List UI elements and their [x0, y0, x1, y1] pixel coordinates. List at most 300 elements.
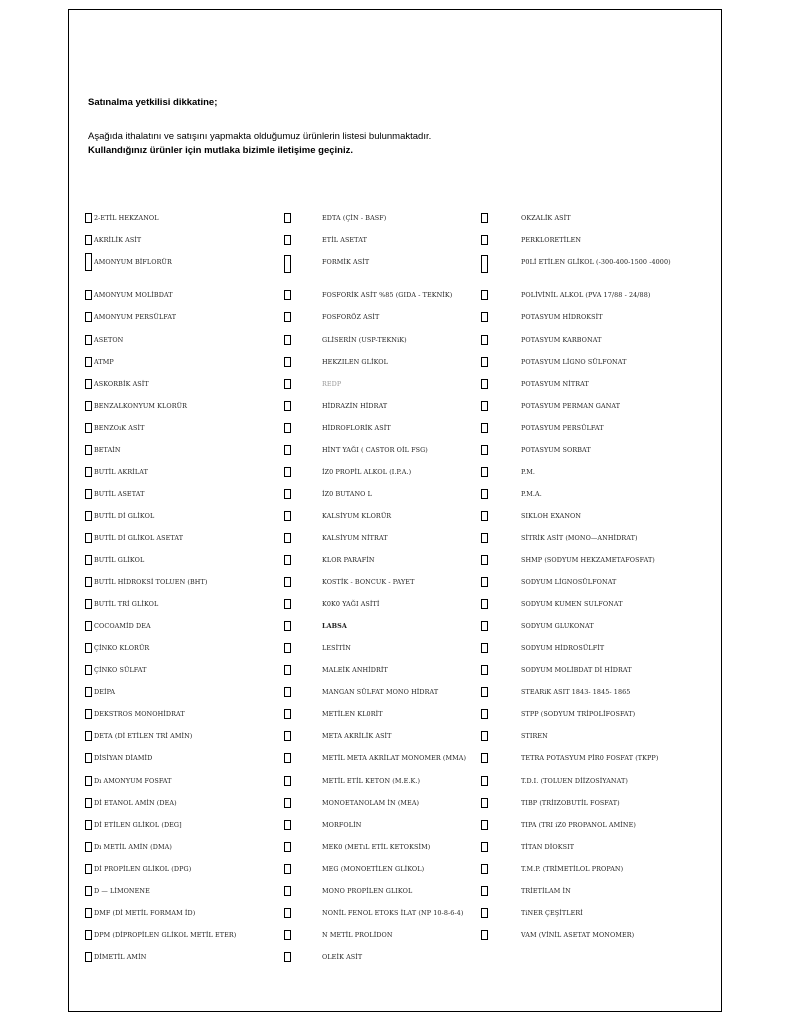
product-label: FOSFORİK ASİT %85 (GIDA - TEKNİK)	[322, 291, 453, 300]
product-label: P0Lİ ETİLEN GLİKOL (-300-400-1500 -4000)	[521, 258, 671, 267]
product-item	[481, 377, 681, 391]
product-label: P.M.A.	[521, 489, 542, 498]
product-checkbox[interactable]	[481, 335, 488, 345]
product-label: Dİ ETANOL AMİN (DEA)	[94, 798, 177, 807]
product-item	[284, 211, 484, 225]
product-checkbox[interactable]	[85, 423, 92, 433]
product-label: SODYUM LİGNOSÜLFONAT	[521, 578, 617, 587]
product-label: KALSİYUM NİTRAT	[322, 533, 388, 542]
product-checkbox[interactable]	[481, 731, 488, 741]
product-item	[481, 487, 681, 501]
product-checkbox[interactable]	[85, 379, 92, 389]
product-checkbox[interactable]	[481, 798, 488, 808]
product-item	[481, 884, 681, 898]
product-checkbox[interactable]	[284, 820, 291, 830]
product-checkbox[interactable]	[284, 731, 291, 741]
product-item	[85, 641, 149, 655]
product-checkbox[interactable]	[284, 952, 291, 962]
intro-emphasis: Kullandığınız ürünler için mutlaka bizimle iletişime geçiniz.	[88, 145, 353, 156]
product-checkbox[interactable]	[481, 930, 488, 940]
product-label: POTASYUM HİDROKSİT	[521, 313, 603, 322]
product-checkbox[interactable]	[284, 379, 291, 389]
product-item	[284, 377, 484, 391]
product-label: TiNER ÇEŞİTLERİ	[521, 908, 583, 917]
product-checkbox[interactable]	[481, 643, 488, 653]
product-item	[284, 465, 484, 479]
product-checkbox[interactable]	[85, 511, 92, 521]
product-checkbox[interactable]	[284, 577, 291, 587]
product-item	[481, 233, 681, 247]
product-item	[85, 707, 185, 721]
product-label: BUTİL Dİ GLİKOL ASETAT	[94, 533, 184, 542]
product-item	[284, 729, 484, 743]
product-label: POLİVİNİL ALKOL (PVA 17/88 - 24/88)	[521, 291, 651, 300]
product-label: ASKORBİK ASİT	[94, 379, 149, 388]
product-checkbox[interactable]	[85, 864, 92, 874]
product-label: HİDRAZİN HİDRAT	[322, 401, 388, 410]
product-checkbox[interactable]	[481, 709, 488, 719]
product-item	[284, 553, 484, 567]
product-checkbox[interactable]	[481, 235, 488, 245]
product-checkbox[interactable]	[481, 511, 488, 521]
product-checkbox[interactable]	[481, 489, 488, 499]
product-item	[481, 663, 681, 677]
product-checkbox[interactable]	[284, 930, 291, 940]
product-item	[284, 685, 484, 699]
product-label: P.M.	[521, 467, 536, 476]
product-checkbox[interactable]	[85, 731, 92, 741]
product-label: Dİ ETİLEN GLİKOL (DEG]	[94, 820, 182, 829]
product-checkbox[interactable]	[481, 401, 488, 411]
product-item	[85, 950, 146, 964]
product-label: MEK0 (METıL ETİL KETOKSİM)	[322, 842, 431, 851]
product-checkbox[interactable]	[481, 753, 488, 763]
product-item	[85, 862, 191, 876]
product-item	[481, 531, 681, 545]
product-checkbox[interactable]	[85, 665, 92, 675]
product-item	[481, 796, 681, 810]
product-label: STIREN	[521, 732, 548, 741]
product-item	[284, 619, 484, 633]
product-checkbox[interactable]	[284, 798, 291, 808]
product-checkbox[interactable]	[481, 379, 488, 389]
product-item	[284, 796, 484, 810]
product-label: TIPA (TRI iZ0 PROPANOL AMİNE)	[521, 820, 636, 829]
product-label: AMONYUM BİFLORÜR	[94, 258, 172, 267]
product-item	[284, 751, 484, 765]
product-checkbox[interactable]	[284, 753, 291, 763]
product-label: POTASYUM KARBONAT	[521, 335, 602, 344]
product-checkbox[interactable]	[85, 798, 92, 808]
product-item	[284, 399, 484, 413]
product-label: MONO PROPİLEN GLIKOL	[322, 886, 413, 895]
product-item	[481, 288, 681, 302]
product-label: SIKLOH EXANON	[521, 511, 582, 520]
product-label: DEKSTROS MONOHİDRAT	[94, 710, 185, 719]
product-checkbox[interactable]	[284, 842, 291, 852]
product-item	[481, 255, 681, 269]
product-checkbox[interactable]	[85, 401, 92, 411]
product-item	[85, 288, 173, 302]
product-label: OLEİK ASİT	[322, 952, 363, 961]
product-label: AMONYUM PERSÜLFAT	[94, 313, 177, 322]
product-checkbox[interactable]	[284, 235, 291, 245]
product-checkbox[interactable]	[481, 864, 488, 874]
product-checkbox[interactable]	[284, 335, 291, 345]
product-checkbox[interactable]	[85, 533, 92, 543]
product-item	[284, 906, 484, 920]
product-checkbox[interactable]	[284, 423, 291, 433]
product-item	[481, 707, 681, 721]
product-label: KALSİYUM KLORÜR	[322, 511, 392, 520]
product-checkbox[interactable]	[85, 489, 92, 499]
product-label: BENZALKONYUM KLORÜR	[94, 401, 188, 410]
product-label: MORFOLİN	[322, 820, 362, 829]
product-checkbox[interactable]	[481, 665, 488, 675]
product-checkbox[interactable]	[85, 820, 92, 830]
product-checkbox[interactable]	[481, 290, 488, 300]
product-label: POTASYUM PERSÜLFAT	[521, 423, 604, 432]
product-item	[284, 840, 484, 854]
product-item	[284, 818, 484, 832]
product-label: BUTİL HİDROKSİ TOLUEN (BHT)	[94, 578, 208, 587]
product-item	[481, 465, 681, 479]
product-checkbox[interactable]	[85, 335, 92, 345]
product-checkbox[interactable]	[85, 886, 92, 896]
product-checkbox[interactable]	[85, 643, 92, 653]
product-checkbox[interactable]	[284, 213, 291, 223]
product-checkbox[interactable]	[284, 643, 291, 653]
product-checkbox[interactable]	[284, 864, 291, 874]
product-item	[85, 597, 158, 611]
product-item	[284, 531, 484, 545]
product-label: BUTİL ASETAT	[94, 489, 145, 498]
product-checkbox[interactable]	[481, 255, 488, 273]
product-checkbox[interactable]	[481, 842, 488, 852]
product-label: POTASYUM PERMAN GANAT	[521, 401, 621, 410]
product-checkbox[interactable]	[85, 555, 92, 565]
product-checkbox[interactable]	[85, 930, 92, 940]
product-checkbox[interactable]	[481, 467, 488, 477]
product-item	[481, 443, 681, 457]
product-label: DMF (Dİ METİL FORMAM İD)	[94, 908, 196, 917]
product-item	[85, 818, 182, 832]
product-item	[481, 211, 681, 225]
product-item	[85, 211, 159, 225]
product-label: DETA (Dİ ETİLEN TRİ AMİN)	[94, 732, 193, 741]
product-item	[85, 840, 172, 854]
product-label: HEKZILEN GLİKOL	[322, 357, 388, 366]
product-item	[85, 509, 154, 523]
product-checkbox[interactable]	[481, 820, 488, 830]
product-checkbox[interactable]	[284, 511, 291, 521]
product-item	[85, 796, 177, 810]
product-label: 2-ETİL HEKZANOL	[94, 214, 159, 222]
product-label: GLİSERİN (USP-TEKNiK)	[322, 335, 407, 344]
product-checkbox[interactable]	[284, 776, 291, 786]
product-label: TETRA POTASYUM PİR0 FOSFAT (TKPP)	[521, 754, 659, 763]
product-label: HİDROFLORİK ASİT	[322, 423, 391, 432]
product-label: BETAİN	[94, 445, 121, 454]
product-item	[85, 399, 187, 413]
product-label: COCOAMİD DEA	[94, 622, 151, 631]
product-item	[284, 707, 484, 721]
product-label: Dİ PROPİLEN GLİKOL (DPG)	[94, 864, 192, 873]
product-checkbox[interactable]	[85, 842, 92, 852]
product-checkbox[interactable]	[85, 952, 92, 962]
product-item	[85, 421, 144, 435]
product-checkbox[interactable]	[481, 886, 488, 896]
product-item	[481, 310, 681, 324]
product-label: REDP	[322, 379, 342, 388]
product-label: ÇİNKO KLORÜR	[94, 644, 150, 653]
product-item	[481, 906, 681, 920]
product-checkbox[interactable]	[481, 445, 488, 455]
product-item	[85, 751, 152, 765]
product-label: SODYUM GLUKONAT	[521, 622, 594, 631]
product-item	[481, 729, 681, 743]
product-label: METİL META AKRİLAT MONOMER (MMA)	[322, 754, 467, 763]
product-item	[284, 310, 484, 324]
product-checkbox[interactable]	[85, 467, 92, 477]
product-checkbox[interactable]	[284, 401, 291, 411]
product-label: STEARiK ASIT 1843- 1845- 1865	[521, 688, 631, 697]
product-checkbox[interactable]	[85, 908, 92, 918]
product-label: HİNT YAĞI ( CASTOR OİL FSG)	[322, 445, 428, 454]
product-item	[85, 906, 195, 920]
product-item	[284, 421, 484, 435]
product-checkbox[interactable]	[481, 423, 488, 433]
product-label: İZ0 BUTANO L	[322, 489, 372, 498]
product-item	[284, 641, 484, 655]
product-checkbox[interactable]	[85, 357, 92, 367]
product-label: DİSİYAN DİAMİD	[94, 754, 153, 763]
product-label: ETİL ASETAT	[322, 236, 367, 245]
product-label: TIBP (TRİIZOBUTİL FOSFAT)	[521, 798, 620, 807]
product-item	[481, 553, 681, 567]
product-item	[85, 553, 144, 567]
product-label: SHMP (SODYUM HEKZAMETAFOSFAT)	[521, 556, 655, 564]
product-label: BUTİL Dİ GLİKOL	[94, 511, 155, 520]
product-checkbox[interactable]	[284, 665, 291, 675]
product-item	[85, 333, 123, 347]
product-item	[284, 884, 484, 898]
product-checkbox[interactable]	[85, 312, 92, 322]
product-item	[85, 465, 148, 479]
product-checkbox[interactable]	[85, 709, 92, 719]
product-checkbox[interactable]	[85, 621, 92, 631]
product-label: POTASYUM SORBAT	[521, 445, 591, 454]
product-label: T.D.I. (TOLUEN DİİZOSİYANAT)	[521, 776, 628, 785]
product-item	[481, 928, 681, 942]
product-item	[85, 255, 172, 269]
product-checkbox[interactable]	[85, 577, 92, 587]
product-label: PERKLORETİLEN	[521, 236, 582, 245]
product-item	[85, 355, 114, 369]
product-item	[481, 774, 681, 788]
product-label: SİTRİK ASİT (MONO—ANHİDRAT)	[521, 533, 638, 542]
product-checkbox[interactable]	[284, 533, 291, 543]
product-label: BUTİL GLİKOL	[94, 556, 145, 564]
product-item	[481, 509, 681, 523]
intro-text: Aşağıda ithalatını ve satışını yapmakta olduğumuz ürünlerin listesi bulunmaktadır.	[88, 131, 432, 142]
product-checkbox[interactable]	[85, 445, 92, 455]
product-label: POTASYUM NİTRAT	[521, 379, 589, 388]
product-checkbox[interactable]	[85, 776, 92, 786]
product-label: T.M.P. (TRİMETİLOL PROPAN)	[521, 864, 624, 873]
product-checkbox[interactable]	[284, 908, 291, 918]
product-checkbox[interactable]	[284, 357, 291, 367]
product-item	[85, 928, 236, 942]
product-item	[481, 641, 681, 655]
product-label: FORMİK ASİT	[322, 258, 370, 267]
product-item	[85, 310, 176, 324]
product-checkbox[interactable]	[481, 533, 488, 543]
product-checkbox[interactable]	[481, 357, 488, 367]
product-label: MONOETANOLAM İN (MEA)	[322, 798, 420, 807]
product-label: SODYUM HİDROSÜLFİT	[521, 644, 605, 653]
product-label: VAM (VİNİL ASETAT MONOMER)	[521, 930, 635, 939]
product-checkbox[interactable]	[481, 599, 488, 609]
product-label: ÇİNKO SÜLFAT	[94, 666, 147, 675]
product-item	[284, 487, 484, 501]
product-label: DPM (DİPROPİLEN GLİKOL METİL ETER)	[94, 930, 237, 939]
product-item	[481, 862, 681, 876]
product-item	[284, 233, 484, 247]
product-item	[85, 663, 147, 677]
product-item	[284, 774, 484, 788]
product-checkbox[interactable]	[284, 489, 291, 499]
product-item	[85, 619, 151, 633]
product-item	[481, 685, 681, 699]
product-item	[284, 355, 484, 369]
product-label: Dı METİL AMİN (DMA)	[94, 842, 172, 851]
product-item	[85, 377, 149, 391]
product-checkbox[interactable]	[284, 312, 291, 322]
product-label: İZ0 PROPİL ALKOL (I.P.A.)	[322, 467, 412, 476]
product-item	[85, 685, 115, 699]
product-checkbox[interactable]	[284, 599, 291, 609]
product-label: METİL ETİL KETON (M.E.K.)	[322, 776, 421, 785]
product-label: METİLEN KL0RİT	[322, 710, 383, 719]
product-item	[481, 751, 681, 765]
product-item	[85, 531, 183, 545]
product-label: Dı AMONYUM FOSFAT	[94, 776, 172, 785]
intro-title: Satınalma yetkilisi dikkatine;	[88, 97, 218, 108]
product-label: TİTAN DİOKSIT	[521, 842, 575, 851]
product-checkbox[interactable]	[481, 908, 488, 918]
product-label: BENZOıK ASİT	[94, 423, 145, 432]
product-label: SODYUM MOLİBDAT Dİ HİDRAT	[521, 666, 632, 675]
product-item	[284, 950, 484, 964]
product-item	[481, 421, 681, 435]
product-label: LESİTİN	[322, 644, 351, 653]
product-label: N METİL PROLİDON	[322, 930, 393, 939]
product-item	[284, 862, 484, 876]
product-checkbox[interactable]	[284, 290, 291, 300]
product-label: STPP (SODYUM TRİPOLİFOSFAT)	[521, 710, 636, 719]
product-label: MALEİK ANHİDRİT	[322, 666, 388, 675]
product-item	[85, 884, 150, 898]
product-label: NONİL FENOL ETOKS İLAT (NP 10-8-6-4)	[322, 908, 464, 917]
product-checkbox[interactable]	[481, 687, 488, 697]
product-checkbox[interactable]	[284, 555, 291, 565]
product-item	[481, 355, 681, 369]
product-checkbox[interactable]	[481, 776, 488, 786]
product-item	[85, 774, 172, 788]
product-item	[284, 255, 484, 269]
product-label: LABSA	[322, 622, 347, 631]
product-checkbox[interactable]	[85, 235, 92, 245]
product-label: DİMETİL AMİN	[94, 952, 147, 961]
product-item	[481, 597, 681, 611]
product-item	[284, 288, 484, 302]
product-label: BUTİL TRİ GLİKOL	[94, 600, 159, 609]
product-label: TRİETİLAM İN	[521, 886, 571, 895]
product-item	[481, 840, 681, 854]
product-item	[85, 729, 192, 743]
product-checkbox[interactable]	[284, 255, 291, 273]
product-checkbox[interactable]	[284, 621, 291, 631]
product-label: SODYUM KUMEN SULFONAT	[521, 600, 623, 609]
product-item	[284, 663, 484, 677]
product-checkbox[interactable]	[284, 467, 291, 477]
product-item	[85, 233, 141, 247]
product-label: POTASYUM LİGNO SÜLFONAT	[521, 357, 627, 366]
product-item	[481, 818, 681, 832]
product-label: AKRİLİK ASİT	[94, 236, 142, 245]
product-item	[284, 575, 484, 589]
product-checkbox[interactable]	[284, 687, 291, 697]
product-item	[85, 443, 121, 457]
product-checkbox[interactable]	[85, 599, 92, 609]
product-item	[85, 575, 207, 589]
product-checkbox[interactable]	[85, 253, 92, 271]
product-label: ATMP	[94, 357, 114, 366]
product-item	[85, 487, 144, 501]
product-label: KLOR PARAFİN	[322, 556, 375, 564]
product-item	[284, 597, 484, 611]
product-checkbox[interactable]	[85, 687, 92, 697]
product-checkbox[interactable]	[85, 753, 92, 763]
product-item	[481, 575, 681, 589]
product-checkbox[interactable]	[85, 213, 92, 223]
product-checkbox[interactable]	[284, 886, 291, 896]
product-item	[481, 333, 681, 347]
product-label: KOSTİK - BONCUK - PAYET	[322, 578, 415, 587]
product-label: FOSFORÖZ ASİT	[322, 313, 380, 322]
product-checkbox[interactable]	[481, 555, 488, 565]
product-label: ASETON	[94, 335, 124, 344]
product-checkbox[interactable]	[85, 290, 92, 300]
product-checkbox[interactable]	[481, 312, 488, 322]
product-checkbox[interactable]	[481, 577, 488, 587]
product-item	[284, 443, 484, 457]
product-label: OKZALİK ASİT	[521, 214, 571, 222]
product-label: DEİPA	[94, 688, 116, 697]
product-checkbox[interactable]	[481, 213, 488, 223]
product-checkbox[interactable]	[481, 621, 488, 631]
product-label: AMONYUM MOLİBDAT	[94, 291, 173, 300]
product-item	[481, 619, 681, 633]
product-label: EDTA (ÇİN - BASF)	[322, 214, 387, 222]
product-checkbox[interactable]	[284, 709, 291, 719]
product-item	[284, 928, 484, 942]
product-label: D — LİMONENE	[94, 886, 150, 895]
product-item	[284, 333, 484, 347]
product-item	[481, 399, 681, 413]
product-checkbox[interactable]	[284, 445, 291, 455]
